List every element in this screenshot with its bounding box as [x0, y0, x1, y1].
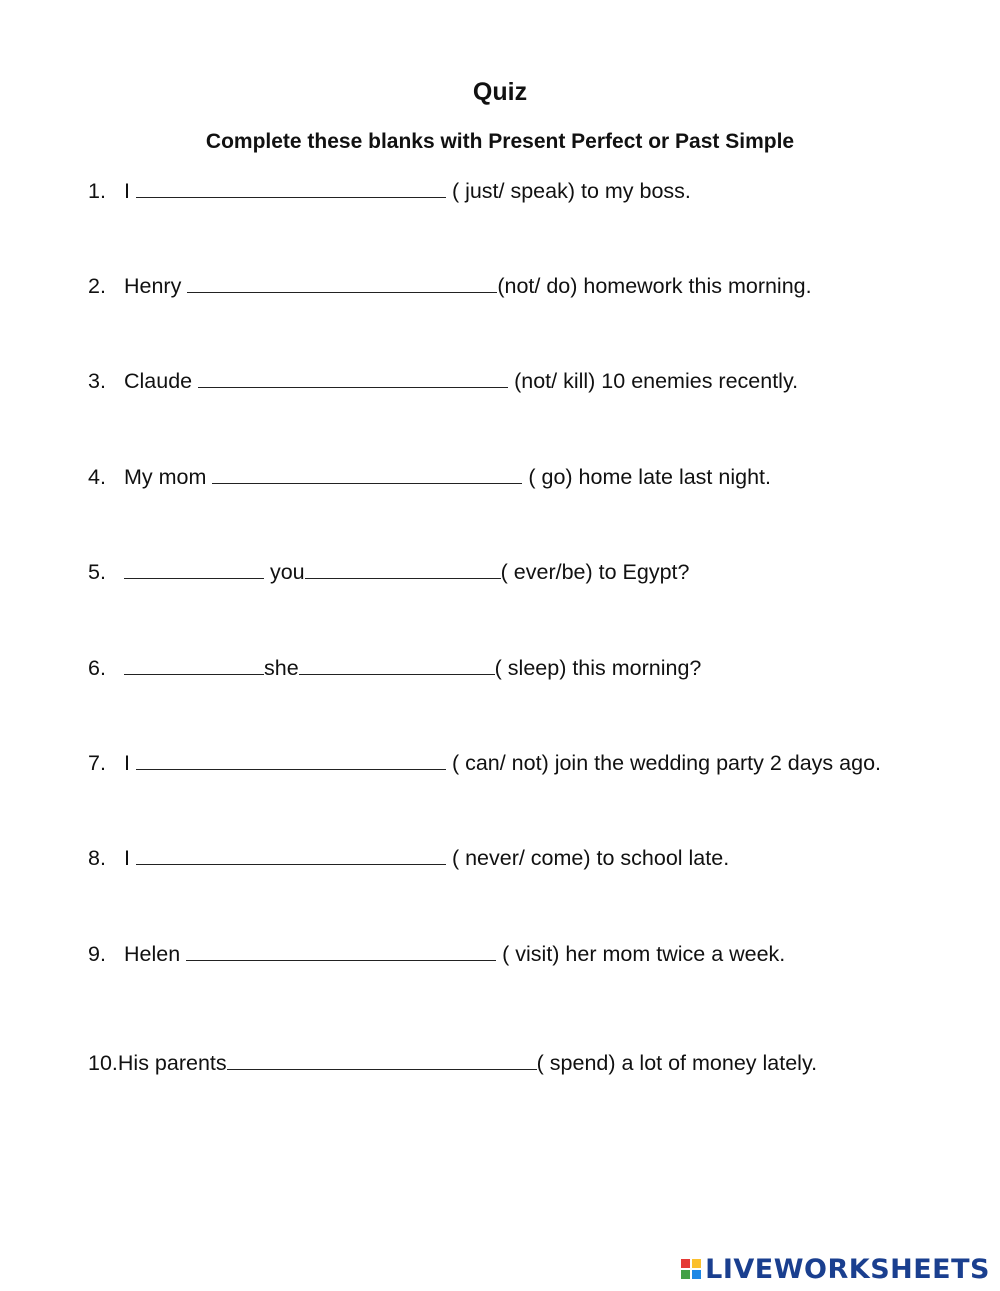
question-verb-hint: ( go) home late last night.: [528, 465, 771, 489]
question-number: 8.: [88, 846, 106, 870]
question-number: 4.: [88, 465, 106, 489]
question-number: 7.: [88, 751, 106, 775]
question-verb-hint: ( ever/be) to Egypt?: [500, 560, 690, 584]
answer-blank[interactable]: [198, 369, 508, 388]
question-number: 1.: [88, 179, 106, 203]
question-number: 3.: [88, 369, 106, 393]
answer-blank[interactable]: [305, 560, 501, 579]
question-7: [88, 748, 881, 778]
question-verb-hint: (not/ do) homework this morning.: [497, 274, 812, 298]
question-subject: Claude: [123, 369, 193, 393]
question-1: [88, 176, 691, 206]
question-2: [88, 271, 812, 301]
answer-blank[interactable]: [186, 942, 496, 961]
logo-block: [692, 1270, 701, 1279]
question-number: 6.: [88, 656, 106, 680]
question-verb-hint: (not/ kill) 10 enemies recently.: [514, 369, 799, 393]
question-number: 2.: [88, 274, 106, 298]
question-number: 10.: [88, 1051, 118, 1075]
question-subject: His parents: [117, 1051, 227, 1075]
answer-blank[interactable]: [299, 656, 495, 675]
logo-block: [692, 1259, 701, 1268]
answer-blank[interactable]: [212, 465, 522, 484]
question-subject: I: [123, 751, 130, 775]
question-3: [88, 366, 798, 396]
liveworksheets-logo: [681, 1254, 990, 1284]
logo-blocks-icon: [681, 1259, 701, 1279]
answer-blank[interactable]: [227, 1051, 537, 1070]
logo-block: [681, 1259, 690, 1268]
question-5: [88, 557, 689, 587]
question-subject: Helen: [123, 942, 181, 966]
question-subject: you: [269, 560, 305, 584]
answer-blank[interactable]: [136, 179, 446, 198]
question-10: [88, 1048, 817, 1078]
question-subject: I: [123, 846, 130, 870]
quiz-title: Quiz: [472, 78, 528, 106]
answer-blank-auxiliary[interactable]: [124, 656, 264, 675]
answer-blank[interactable]: [136, 846, 446, 865]
answer-blank[interactable]: [136, 751, 446, 770]
question-verb-hint: ( spend) a lot of money lately.: [536, 1051, 818, 1075]
question-number: 5.: [88, 560, 106, 584]
question-verb-hint: ( just/ speak) to my boss.: [451, 179, 691, 203]
question-subject: she: [263, 656, 299, 680]
answer-blank[interactable]: [187, 274, 497, 293]
quiz-instructions: Complete these blanks with Present Perfect or Past Simple: [205, 130, 795, 153]
question-verb-hint: ( never/ come) to school late.: [451, 846, 730, 870]
question-verb-hint: ( can/ not) join the wedding party 2 days ago.: [451, 751, 882, 775]
question-8: [88, 843, 729, 873]
question-number: 9.: [88, 942, 106, 966]
question-subject: My mom: [123, 465, 207, 489]
question-4: [88, 462, 771, 492]
question-verb-hint: ( sleep) this morning?: [494, 656, 702, 680]
question-verb-hint: ( visit) her mom twice a week.: [502, 942, 786, 966]
question-6: [88, 653, 701, 683]
question-subject: Henry: [123, 274, 182, 298]
logo-block: [681, 1270, 690, 1279]
answer-blank-auxiliary[interactable]: [124, 560, 264, 579]
question-9: [88, 939, 785, 969]
logo-text: LIVEWORKSHEETS: [705, 1253, 990, 1285]
question-subject: I: [123, 179, 130, 203]
